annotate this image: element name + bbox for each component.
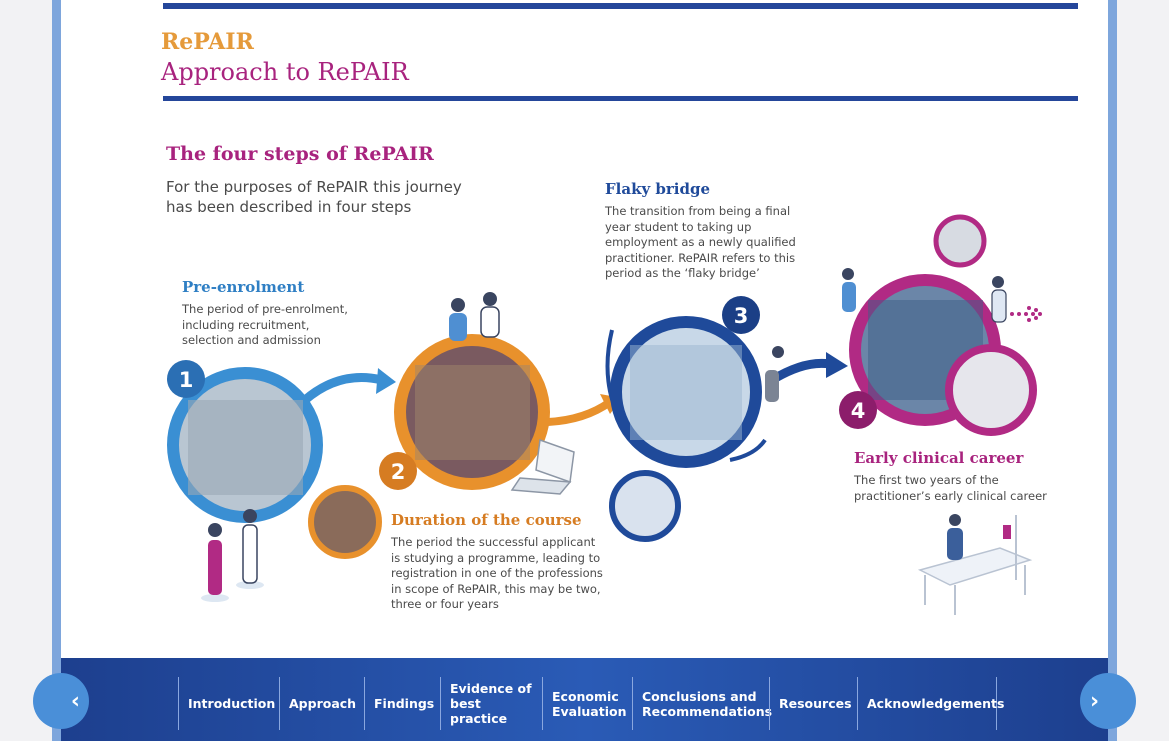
nav-label: Findings — [374, 696, 435, 711]
nav-label: Evaluation — [552, 703, 627, 719]
step2-number: 2 — [390, 460, 406, 484]
step4-title: Early clinical career — [854, 449, 1024, 467]
nav-label: Economic — [552, 688, 619, 704]
page-title: Approach to RePAIR — [161, 58, 409, 86]
desc-line: registration in one of the professions — [391, 566, 603, 580]
step1-number: 1 — [178, 368, 194, 392]
nav-label: Approach — [289, 696, 357, 711]
next-page-button[interactable] — [1080, 673, 1136, 729]
step3-mini-circle — [612, 473, 678, 539]
desc-line: employment as a newly qualified — [605, 235, 796, 249]
desc-line: The period of pre-enrolment, — [182, 302, 348, 316]
desc-line: practitioner. RePAIR refers to this — [605, 250, 796, 265]
nav-label: Evidence of — [450, 681, 532, 696]
step3-description — [605, 204, 796, 282]
step4-mini-circle — [936, 217, 984, 265]
people-figures-2 — [449, 292, 499, 341]
arrow-1-2-head — [376, 368, 396, 394]
step3-photo — [630, 345, 742, 440]
desc-line: is studying a programme, leading to — [391, 550, 601, 565]
step2-photo — [415, 365, 530, 460]
step4-number: 4 — [850, 399, 866, 423]
step1-description — [182, 302, 348, 349]
desc-line: in scope of RePAIR, this may be two, — [391, 581, 601, 596]
nav-label: Introduction — [188, 696, 276, 711]
arrow-1-2 — [305, 378, 382, 401]
nav-label: Acknowledgements — [867, 696, 1005, 711]
desc-line: The period the successful applicant — [391, 535, 596, 549]
arrow-2-3 — [548, 402, 610, 422]
nav-item-conclusions[interactable] — [632, 677, 773, 730]
hospital-bed-icon — [920, 514, 1030, 615]
step4-description — [854, 473, 1047, 504]
step3-number: 3 — [733, 304, 749, 328]
intro-line: For the purposes of RePAIR this journey — [166, 178, 462, 196]
desc-line: three or four years — [391, 597, 499, 611]
nav-item-acknowledgements[interactable] — [857, 677, 1005, 730]
step4-ring-small — [949, 348, 1033, 432]
desc-line: including recruitment, — [182, 317, 310, 332]
nav-label: Resources — [779, 696, 852, 711]
step2-title: Duration of the course — [391, 511, 582, 529]
nav-item-introduction[interactable] — [178, 677, 278, 730]
chevron-right-icon: › — [1090, 688, 1100, 714]
prev-page-button[interactable] — [33, 673, 89, 729]
intro-line: has been described in four steps — [166, 198, 412, 216]
step1-photo — [188, 400, 303, 495]
nav-item-findings[interactable] — [364, 677, 439, 730]
nav-label: best practice — [450, 696, 508, 726]
nav-label: Recommendations — [642, 703, 773, 719]
dotted-arrow-icon — [1010, 306, 1042, 322]
arrow-3-4-head — [826, 352, 848, 378]
desc-line: The first two years of the — [854, 473, 999, 487]
desc-line: practitioner’s early clinical career — [854, 488, 1047, 503]
nav-item-economic-evaluation[interactable] — [542, 677, 631, 730]
desc-line: The transition from being a final — [605, 204, 791, 218]
nav-item-evidence[interactable] — [440, 677, 541, 730]
arrow-3-4 — [772, 363, 830, 380]
brand-label: RePAIR — [161, 29, 254, 55]
desc-line: selection and admission — [182, 333, 321, 347]
step1-mini-circle — [311, 488, 379, 556]
step2-description — [391, 535, 603, 613]
desc-line: year student to taking up — [605, 219, 752, 234]
nav-item-approach[interactable] — [279, 677, 363, 730]
chevron-left-icon: ‹ — [70, 688, 80, 714]
step3-title: Flaky bridge — [605, 180, 711, 198]
nav-item-resources[interactable] — [769, 677, 856, 730]
step1-title: Pre-enrolment — [182, 278, 305, 296]
section-heading: The four steps of RePAIR — [166, 143, 434, 165]
people-figures-1 — [201, 509, 264, 602]
desc-line: period as the ‘flaky bridge’ — [605, 266, 760, 280]
nav-label: Conclusions and — [642, 688, 757, 704]
